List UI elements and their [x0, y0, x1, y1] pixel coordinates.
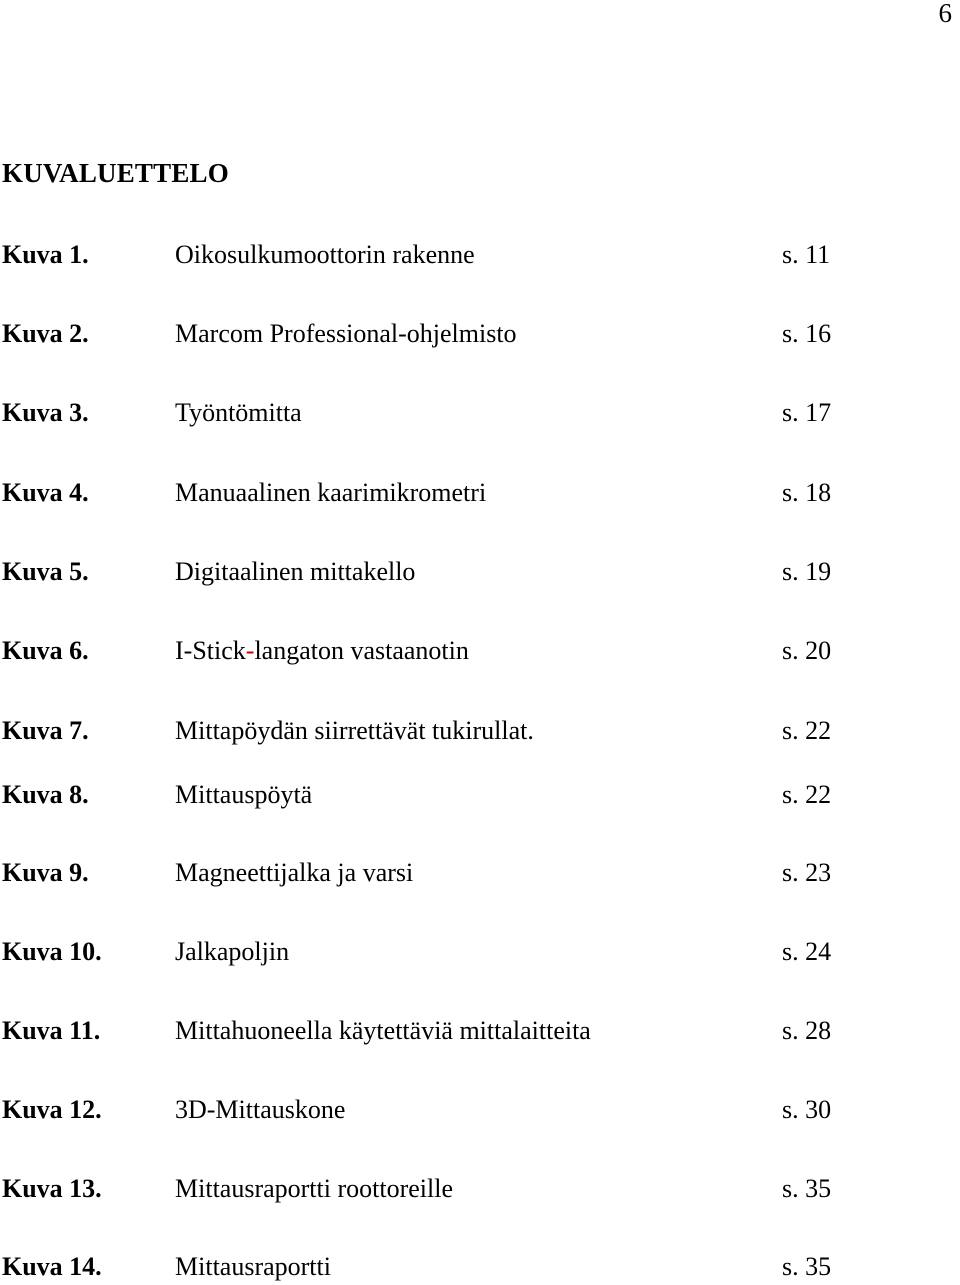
list-item	[0, 317, 960, 351]
figure-page: s. 16	[782, 319, 832, 348]
figure-title: Mittapöydän siirrettävät tukirullat.	[175, 716, 534, 745]
list-item	[0, 555, 960, 589]
figure-label: Kuva 5.	[2, 557, 89, 586]
figure-page: s. 22	[782, 780, 832, 809]
figure-title: Mittausraportti roottoreille	[175, 1174, 453, 1203]
figure-label: Kuva 12.	[2, 1095, 102, 1124]
page-number: 6	[938, 0, 952, 28]
figure-title-hyphen: -	[245, 636, 255, 665]
figure-title: Jalkapoljin	[175, 937, 290, 966]
figure-page: s. 23	[782, 858, 832, 887]
list-item	[0, 1250, 960, 1284]
list-item	[0, 1172, 960, 1206]
page-title: KUVALUETTELO	[2, 158, 229, 188]
list-item	[0, 396, 960, 430]
figure-title: 3D-Mittauskone	[175, 1095, 346, 1124]
figure-label: Kuva 10.	[2, 937, 102, 966]
figure-page: s. 19	[782, 557, 832, 586]
figure-page: s. 35	[782, 1252, 832, 1281]
figure-label: Kuva 9.	[2, 858, 89, 887]
list-item	[0, 1014, 960, 1048]
figure-title: Työntömitta	[175, 398, 302, 427]
figure-title-part: langaton vastaanotin	[254, 636, 469, 665]
figure-page: s. 22	[782, 716, 832, 745]
figure-title: Mittauspöytä	[175, 780, 313, 809]
list-item	[0, 238, 960, 272]
figure-label: Kuva 13.	[2, 1174, 102, 1203]
figure-page: s. 17	[782, 398, 832, 427]
list-item	[0, 935, 960, 969]
figure-label: Kuva 3.	[2, 398, 89, 427]
figure-title: Manuaalinen kaarimikrometri	[175, 478, 487, 507]
figure-label: Kuva 14.	[2, 1252, 102, 1281]
figure-title: Magneettijalka ja varsi	[175, 858, 414, 887]
figure-label: Kuva 2.	[2, 319, 89, 348]
list-item	[0, 476, 960, 510]
figure-title	[175, 634, 469, 668]
list-item	[0, 634, 960, 668]
figure-title: Mittahuoneella käytettäviä mittalaitteita	[175, 1016, 591, 1045]
list-item	[0, 714, 960, 748]
list-item	[0, 1093, 960, 1127]
list-item	[0, 778, 960, 812]
figure-page: s. 11	[782, 240, 831, 269]
figure-page: s. 20	[782, 636, 832, 665]
figure-label: Kuva 6.	[2, 636, 89, 665]
list-item	[0, 856, 960, 890]
figure-label: Kuva 11.	[2, 1016, 101, 1045]
figure-title: Oikosulkumoottorin rakenne	[175, 240, 475, 269]
figure-title: Marcom Professional-ohjelmisto	[175, 319, 517, 348]
figure-label: Kuva 4.	[2, 478, 89, 507]
figure-title: Digitaalinen mittakello	[175, 557, 416, 586]
figure-page: s. 18	[782, 478, 832, 507]
figure-page: s. 24	[782, 937, 832, 966]
figure-label: Kuva 8.	[2, 780, 89, 809]
figure-title: Mittausraportti	[175, 1252, 331, 1281]
figure-page: s. 28	[782, 1016, 832, 1045]
figure-page: s. 30	[782, 1095, 832, 1124]
figure-label: Kuva 1.	[2, 240, 89, 269]
figure-page: s. 35	[782, 1174, 832, 1203]
figure-label: Kuva 7.	[2, 716, 89, 745]
figure-title-part: I-Stick	[175, 636, 246, 665]
